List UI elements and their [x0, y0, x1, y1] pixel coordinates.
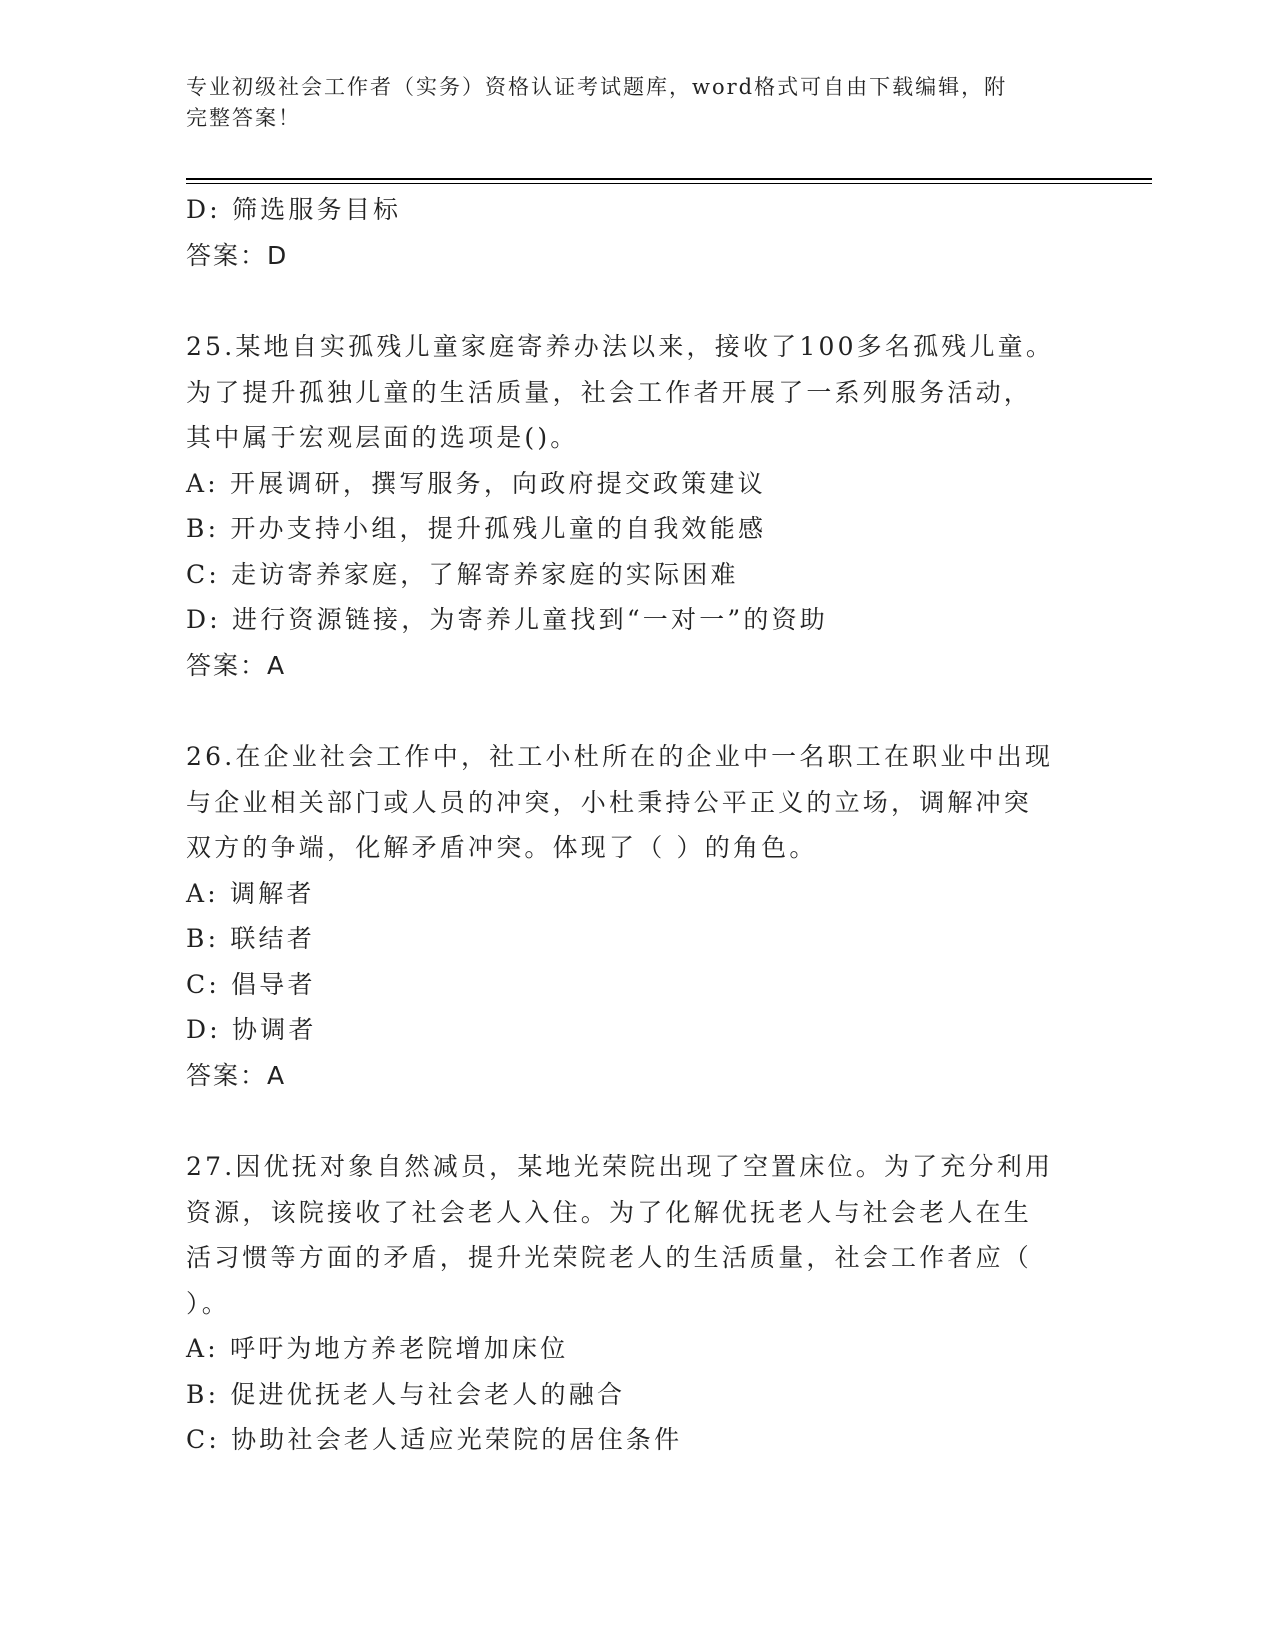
answer-line: 答案：A: [186, 650, 287, 680]
question-text: 27.因优抚对象自然减员，某地光荣院出现了空置床位。为了充分利用: [186, 1152, 1054, 1181]
option-b: B: 开办支持小组，提升孤残儿童的自我效能感: [186, 514, 767, 543]
document-body: [186, 187, 1126, 1463]
option-d: D: 协调者: [186, 1015, 317, 1044]
option-a: A: 开展调研，撰写服务，向政府提交政策建议: [186, 468, 766, 498]
question-text: 为了提升孤独儿童的生活质量，社会工作者开展了一系列服务活动，: [186, 377, 1033, 407]
option-a: A: 呼吁为地方养老院增加床位: [186, 1334, 569, 1363]
option-b: B: 促进优抚老人与社会老人的融合: [186, 1379, 626, 1409]
question-text: ）。: [186, 1288, 230, 1318]
question-text: 其中属于宏观层面的选项是()。: [186, 423, 579, 452]
header-divider-thick: [186, 178, 1152, 180]
spacer: [186, 688, 1126, 734]
header-divider-thin: [186, 183, 1152, 184]
question-text: 资源，该院接收了社会老人入住。为了化解优抚老人与社会老人在生: [186, 1197, 1033, 1227]
option-a: A: 调解者: [186, 878, 315, 908]
header-line-2: 完整答案！: [186, 106, 301, 130]
question-text: 25.某地自实孤残儿童家庭寄养办法以来，接收了100多名孤残儿童。: [186, 332, 1055, 361]
option-c: C: 倡导者: [186, 969, 316, 999]
question-26: [186, 734, 1126, 1098]
option-b: B: 联结者: [186, 924, 315, 953]
option-d: D: 筛选服务目标: [186, 195, 402, 224]
question-text: 26.在企业社会工作中，社工小杜所在的企业中一名职工在职业中出现: [186, 742, 1054, 771]
option-c: C: 走访寄养家庭，了解寄养家庭的实际困难: [186, 559, 739, 589]
option-d: D: 进行资源链接，为寄养儿童找到“一对一”的资助: [186, 605, 828, 634]
answer-line: 答案：A: [186, 1060, 287, 1090]
question-text: 与企业相关部门或人员的冲突，小杜秉持公平正义的立场，调解冲突: [186, 787, 1033, 817]
spacer: [186, 278, 1126, 324]
question-25: [186, 324, 1126, 688]
question-text: 活习惯等方面的矛盾，提升光荣院老人的生活质量，社会工作者应（: [186, 1243, 1033, 1272]
option-c: C: 协助社会老人适应光荣院的居住条件: [186, 1425, 683, 1454]
answer-line: 答案：D: [186, 240, 289, 270]
page-header: [186, 72, 1066, 134]
question-text: 双方的争端，化解矛盾冲突。体现了（ ）的角色。: [186, 833, 818, 862]
header-line-1: 专业初级社会工作者（实务）资格认证考试题库，word格式可自由下载编辑，附: [186, 75, 1008, 99]
question-27: [186, 1144, 1126, 1463]
spacer: [186, 1098, 1126, 1144]
